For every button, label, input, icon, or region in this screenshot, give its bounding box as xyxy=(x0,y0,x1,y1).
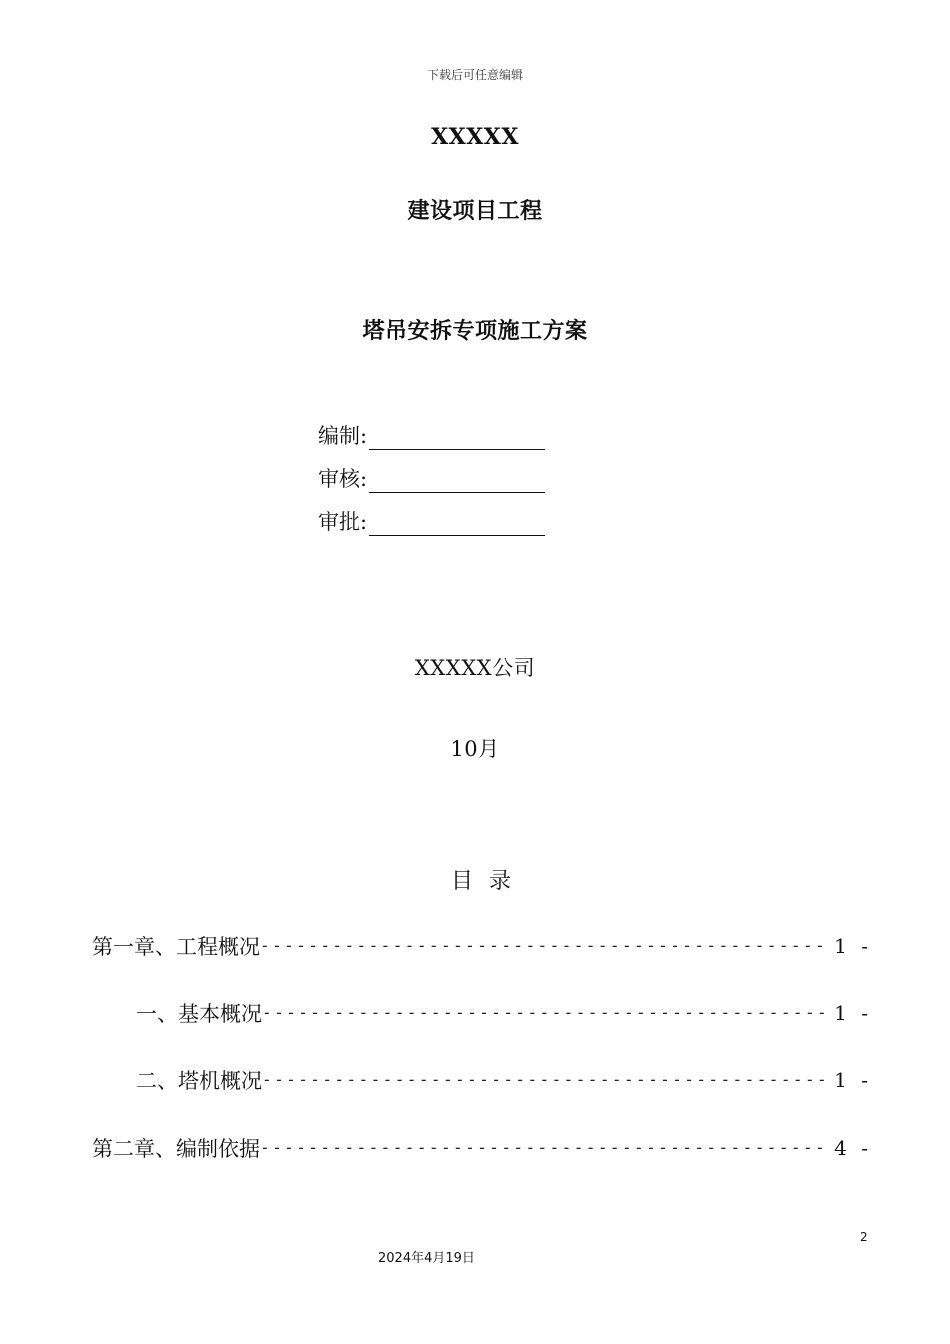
toc-entry-page: 1 - xyxy=(834,934,872,958)
signature-line xyxy=(369,513,545,536)
footer-date: 2024年4月19日 xyxy=(378,1251,475,1266)
toc-entry[interactable] xyxy=(92,931,872,961)
toc-entry[interactable] xyxy=(92,998,872,1028)
toc-entry[interactable] xyxy=(92,1065,872,1095)
toc-entry-label: 一、基本概况 xyxy=(136,1002,262,1026)
toc-entry-label: 第二章、编制依据 xyxy=(92,1137,260,1161)
page-number: 2 xyxy=(860,1230,868,1244)
toc-leader xyxy=(260,931,824,961)
toc-entry-page: 1 - xyxy=(834,1001,872,1025)
toc-entry-page: 4 - xyxy=(834,1136,872,1160)
signature-row-compile xyxy=(318,420,545,450)
plan-title: 塔吊安拆专项施工方案 xyxy=(362,318,588,344)
signature-label: 编制: xyxy=(318,424,368,448)
toc-entry[interactable] xyxy=(92,1133,872,1163)
signature-line xyxy=(369,470,545,493)
signature-row-review xyxy=(318,463,545,493)
company-name: XXXXX公司 xyxy=(414,656,536,680)
toc-entry-page: 1 - xyxy=(834,1068,872,1092)
toc-leader xyxy=(260,1133,824,1163)
toc-leader xyxy=(262,998,824,1028)
project-name: 建设项目工程 xyxy=(407,198,543,224)
signature-line xyxy=(369,427,545,450)
signature-label: 审批: xyxy=(318,510,368,534)
toc-leader xyxy=(262,1065,824,1095)
toc-entry-label: 二、塔机概况 xyxy=(136,1069,262,1093)
signature-row-approve xyxy=(318,506,545,536)
toc-entry-label: 第一章、工程概况 xyxy=(92,935,260,959)
signature-label: 审核: xyxy=(318,467,368,491)
toc-heading: 目录 xyxy=(450,869,527,894)
header-note: 下载后可任意编辑 xyxy=(426,68,523,82)
cover-date: 10月 xyxy=(450,737,500,761)
project-code: XXXXX xyxy=(431,124,519,150)
